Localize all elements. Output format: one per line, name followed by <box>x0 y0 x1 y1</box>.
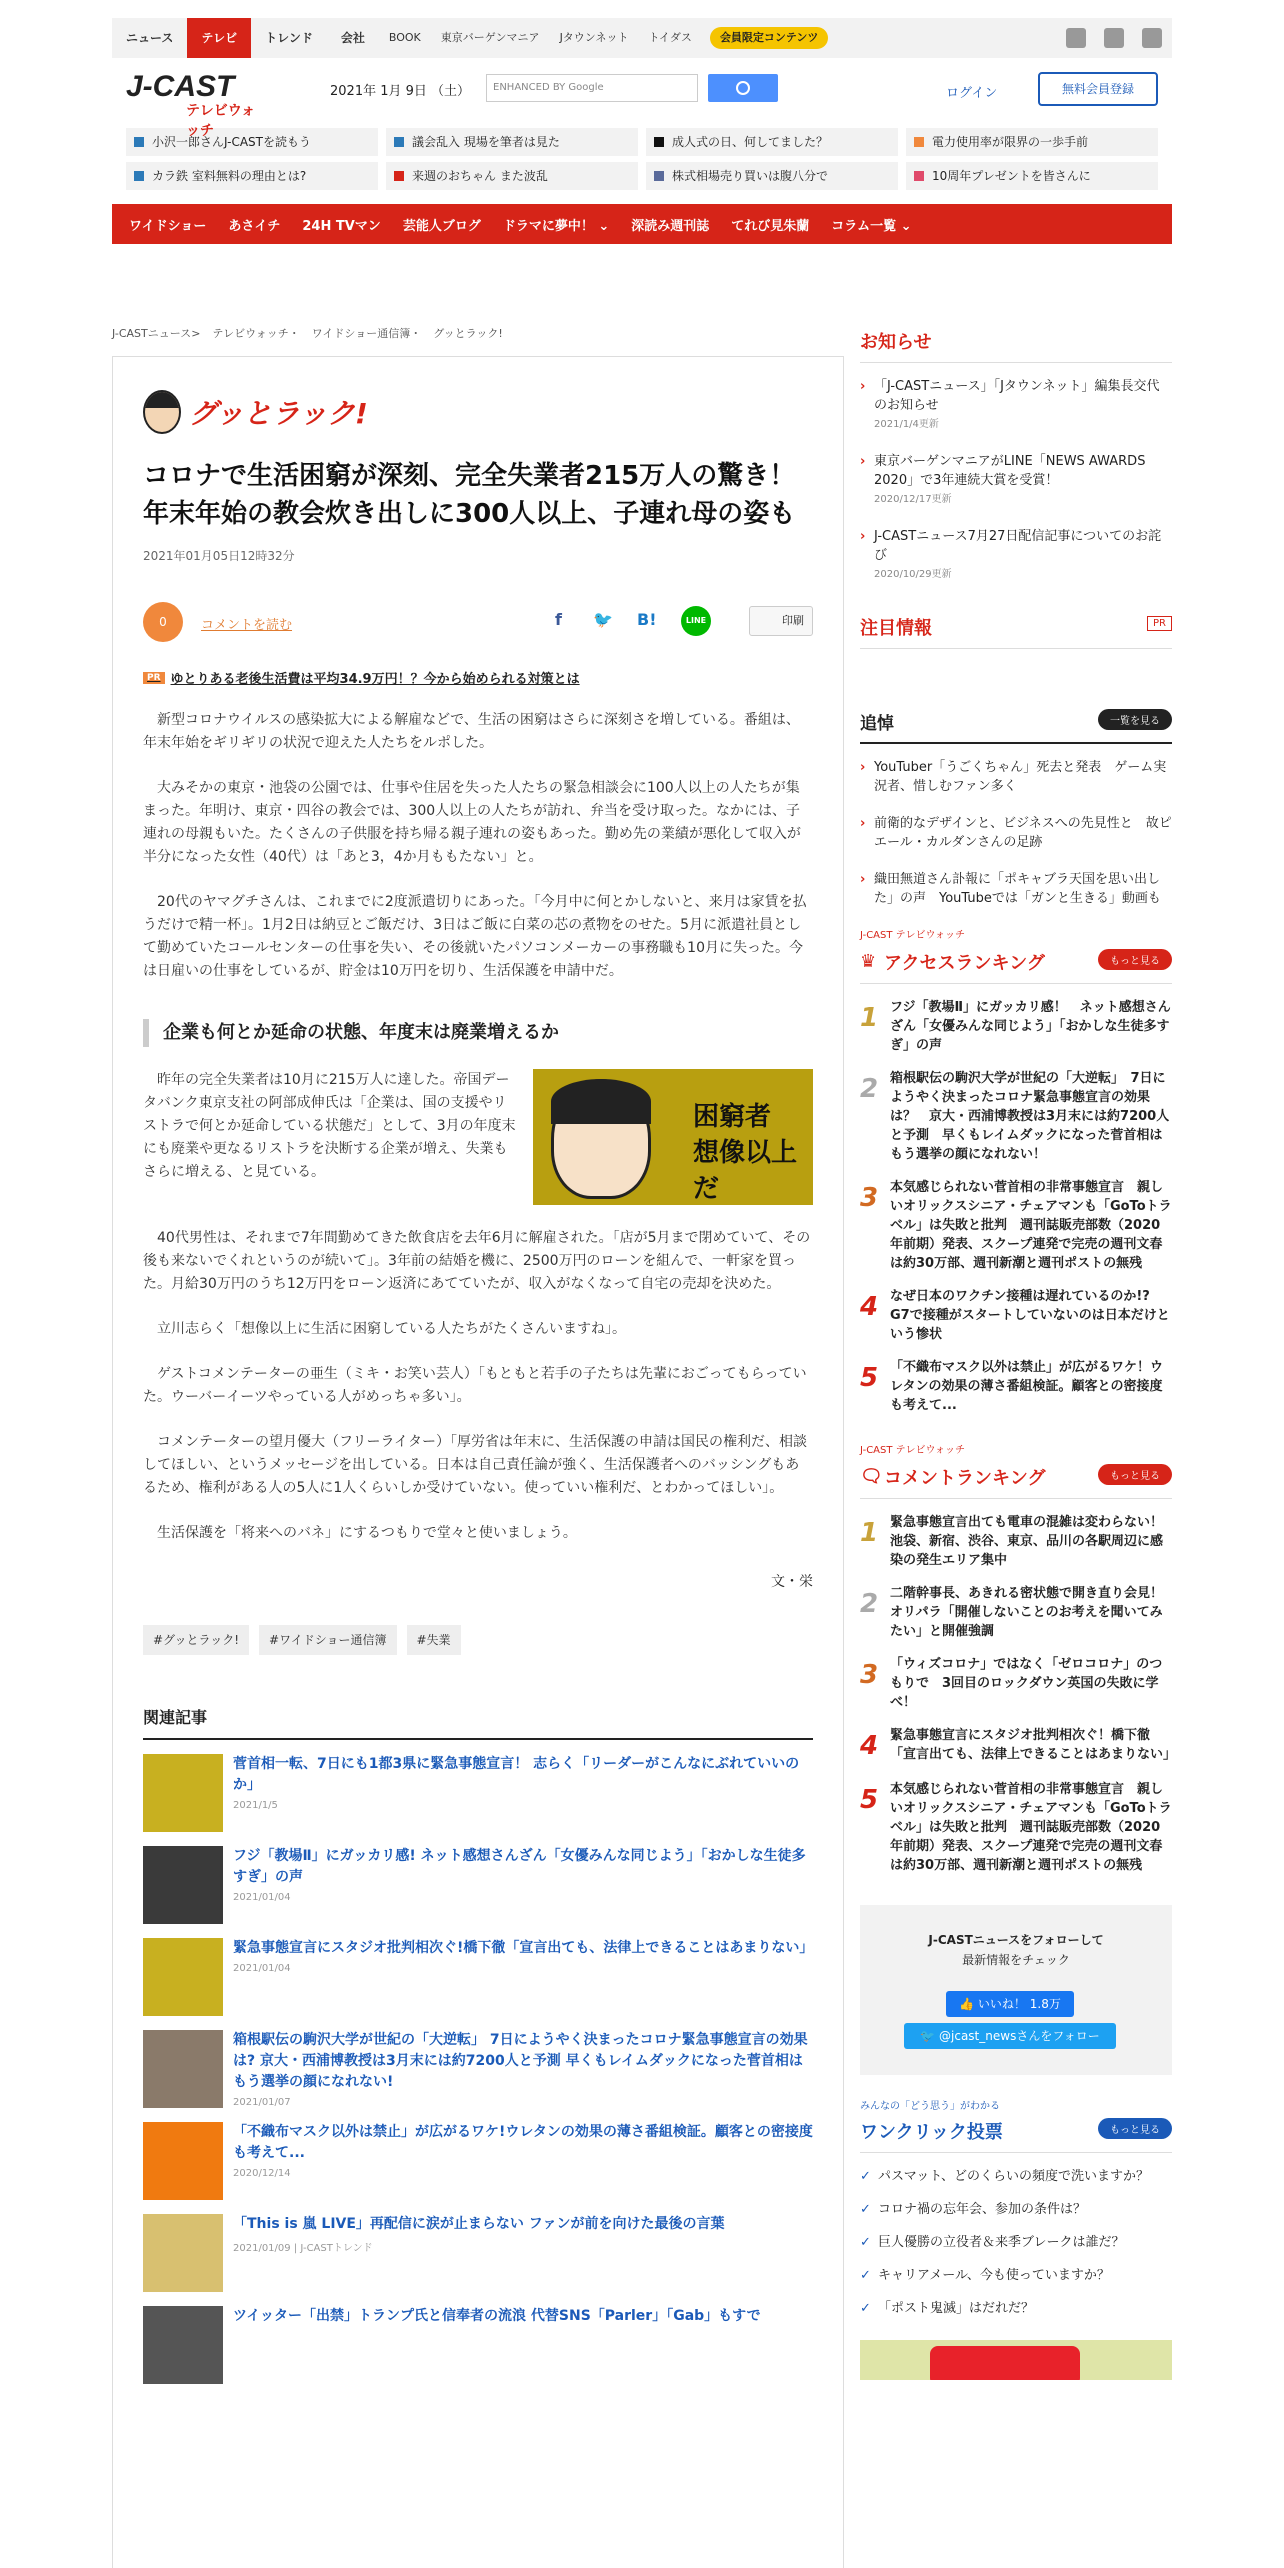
ticker-text: 成人式の日、何してました？ <box>672 135 829 149</box>
related-thumbnail[interactable] <box>143 1754 223 1832</box>
notice-item[interactable] <box>860 527 1172 584</box>
ranking-number: 4 <box>860 1731 879 1761</box>
ranking-text: 「不織布マスク以外は禁止」が広がるワケ！ウレタンの効果の薄さ番組検証。顧客との密接度も考えて... <box>890 1360 1164 1413</box>
vote-kicker: みんなの「どう思う」がわかる <box>860 2101 1000 2112</box>
ticker-bullet-icon <box>134 137 144 147</box>
sidebar <box>860 328 1177 2380</box>
ticker-item[interactable] <box>646 162 898 190</box>
social-links <box>1066 18 1162 58</box>
paragraph: 昨年の完全失業者は10月に215万人に達した。帝国データバンク東京支社の阿部成伸氏は「企業は、国の支援やリストラで何とか延命している状態だ」として、3月の年度末にも廃業や更なるリストラを決断する企業が増え、失業もさらに増える、と見ている。 <box>143 1072 516 1180</box>
nav-toidas[interactable]: トイダス <box>648 31 692 44</box>
breadcrumb-separator: > <box>191 327 201 340</box>
notice-text: › 「J-CASTニュース」「Jタウンネット」編集長交代のお知らせ <box>874 379 1160 413</box>
ranking-item[interactable] <box>860 1655 1172 1712</box>
related-text <box>233 2214 725 2292</box>
figure-block <box>143 1069 813 1205</box>
caricature-face-icon <box>551 1079 651 1199</box>
speech-bubble-icon: 🗨 <box>860 1466 883 1487</box>
ranking-number: 1 <box>860 1003 879 1033</box>
attention-heading <box>860 614 1172 649</box>
ranking-crown-icon: ♛ <box>860 951 877 972</box>
ranking-number: 2 <box>860 1589 879 1619</box>
paragraph: 新型コロナウイルスの感染拡大による解雇などで、生活の困窮はさらに深刻さを増している。番組は、年末年始をギリギリの状況で迎えた人たちをルポした。 <box>143 712 800 751</box>
ranking-item[interactable] <box>860 1287 1172 1344</box>
section-nav-item[interactable]: コラム一覧 ⌄ <box>831 218 912 234</box>
related-text <box>233 1938 813 2016</box>
related-list <box>143 1754 813 2384</box>
comment-count-badge[interactable]: 0 <box>143 602 183 642</box>
related-text <box>233 1846 813 1924</box>
ranking-item[interactable] <box>860 1726 1177 1766</box>
ticker-item[interactable] <box>906 162 1158 190</box>
member-content-button[interactable]: 会員限定コンテンツ <box>710 27 828 49</box>
breadcrumb-separator: ・ <box>288 327 300 340</box>
paragraph: コメンテーターの望月優大（フリーライター）「厚労省は年末に、生活保護の申請は国民の権利だ、相談してほしい、というメッセージを出している。日本は自己責任論が強く、生活保護者へのバッシングもあるため、権利がある人の5人に1人くらいしか受けていない。使っていい権利だ、とわかってほしい」。 <box>143 1434 808 1496</box>
notice-date: 2020/12/17更新 <box>874 494 952 505</box>
related-item[interactable] <box>143 2306 813 2384</box>
access-ranking-list <box>860 998 1172 1415</box>
ranking-text: 「ウィズコロナ」ではなく「ゼロコロナ」のつもりで 3回目のロックダウン英国の失敗に学べ！ <box>890 1657 1163 1710</box>
access-ranking-heading <box>860 949 1172 984</box>
youtube-icon[interactable] <box>1142 28 1162 48</box>
related-date: 2021/01/04 <box>233 1963 291 1974</box>
ranking-item[interactable] <box>860 1513 1177 1570</box>
article-illustration <box>533 1069 813 1205</box>
ranking-text: 本気感じられない菅首相の非常事態宣言 親しいオリックスシニア・チェアマンも「GoToトラベル」は失敗と批判 週刊誌販売部数（2020年前期）発表、スクープ連発で完売の週刊文春は約30万部、週刊新潮と週刊ポストの無残 <box>890 1782 1172 1873</box>
ticker <box>112 124 1172 194</box>
article-main <box>112 356 844 2568</box>
vote-more-button[interactable]: もっと見る <box>1098 2118 1172 2139</box>
vote-title: ワンクリック投票 <box>860 2122 1003 2143</box>
related-thumbnail[interactable] <box>143 1938 223 2016</box>
related-item[interactable] <box>143 2122 813 2200</box>
line-share-icon[interactable]: LINE <box>681 606 711 636</box>
related-date: 2021/01/04 <box>233 1892 291 1903</box>
related-date: 2021/01/09 | J-CASTトレンド <box>233 2243 373 2254</box>
notice-heading: お知らせ <box>860 328 1172 363</box>
print-button[interactable]: 印刷 <box>749 606 813 636</box>
follow-subtext: 最新情報をチェック <box>962 1953 1070 1967</box>
related-text <box>233 1754 813 1832</box>
comment-more-button[interactable]: もっと見る <box>1098 1464 1172 1485</box>
paragraph: 40代男性は、それまで7年間勤めてきた飲食店を去年6月に解雇された。「店が5月まで閉めていて、その後も来ないでくれというのが続いて」。3年前の結婚を機に、2500万円のローンを組んで、一軒家を買った。月給30万円のうち12万円をローン返済にあてていたが、収入がなくなって自宅の売却を決めた。 <box>143 1230 811 1292</box>
related-item[interactable] <box>143 2214 813 2292</box>
related-title[interactable]: 「This is 嵐 LIVE」再配信に涙が止まらない ファンが前を向けた最後の言葉 <box>233 2216 725 2232</box>
twitter-share-icon[interactable]: 🐦 <box>593 610 613 629</box>
ranking-item[interactable] <box>860 1069 1172 1164</box>
paragraph: 立川志らく「想像以上に生活に困窮している人たちがたくさんいますね」。 <box>157 1321 626 1337</box>
ranking-number: 5 <box>860 1363 879 1393</box>
ranking-item[interactable] <box>860 1178 1172 1273</box>
ranking-item[interactable] <box>860 1584 1172 1641</box>
ranking-text: 緊急事態宣言出ても電車の混雑は変わらない！ 池袋、新宿、渋谷、東京、品川の各駅周辺に感染の発生エリア集中 <box>890 1515 1177 1568</box>
related-date: 2021/01/07 <box>233 2097 291 2108</box>
attention-title: 注目情報 <box>860 618 932 639</box>
related-text <box>233 2122 813 2200</box>
obituary-heading <box>860 709 1172 744</box>
ticker-item[interactable] <box>646 128 898 156</box>
logo-main: J-CAST <box>126 70 235 103</box>
ranking-text: 二階幹事長、あきれる密状態で開き直り会見！オリパラ「開催しないことのお考えを聞いてみたい」と開催強調 <box>890 1586 1164 1639</box>
ranking-number: 3 <box>860 1660 879 1690</box>
section-nav-item[interactable]: ドラマに夢中！ ⌄ <box>502 218 610 234</box>
ticker-text: 小沢一郎さんJ-CASTを読もう <box>152 135 311 149</box>
ticker-bullet-icon <box>134 171 144 181</box>
pr-link[interactable] <box>143 668 813 687</box>
read-comments-link[interactable]: コメントを読む <box>201 618 293 633</box>
ticker-bullet-icon <box>654 171 664 181</box>
article-body <box>143 709 813 1545</box>
ranking-number: 4 <box>860 1292 879 1322</box>
ranking-text: 本気感じられない菅首相の非常事態宣言 親しいオリックスシニア・チェアマンも「GoToトラベル」は失敗と批判 週刊誌販売部数（2020年前期）発表、スクープ連発で完売の週刊文春は約30万部、週刊新潮と週刊ポストの無残 <box>890 1180 1172 1271</box>
breadcrumb-separator: ・ <box>410 327 422 340</box>
ticker-item[interactable] <box>386 128 638 156</box>
related-thumbnail[interactable] <box>143 2306 223 2384</box>
ticker-item[interactable] <box>126 162 378 190</box>
related-title[interactable]: 菅首相一転、7日にも1都3県に緊急事態宣言！ 志らく「リーダーがこんなにぶれていいのか」 <box>233 1756 800 1793</box>
breadcrumb-item[interactable]: グッとラック! <box>433 327 503 340</box>
access-ranking-title: アクセスランキング <box>884 953 1045 974</box>
notice-date: 2020/10/29更新 <box>874 569 952 580</box>
breadcrumb <box>112 325 503 341</box>
article-author: 文・栄 <box>771 1574 813 1590</box>
comment-ranking-heading <box>860 1464 1172 1499</box>
related-title[interactable]: ツイッター「出禁」トランプ氏と信奉者の流浪 代替SNS「Parler」「Gab」もすで <box>233 2308 761 2324</box>
pr-badge: PR <box>1147 616 1172 631</box>
program-mascot-icon <box>143 390 181 434</box>
follow-box <box>860 1905 1172 2075</box>
notice-list <box>860 377 1172 584</box>
facebook-like-button[interactable]: 👍 いいね！ 1.8万 <box>946 1991 1074 2017</box>
obituary-item[interactable]: › 前衛的なデザインと、ビジネスへの先見性と 故ピエール・カルダンさんの足跡 <box>860 814 1172 852</box>
ranking-number: 3 <box>860 1183 879 1213</box>
page <box>112 18 1177 2324</box>
ticker-bullet-icon <box>394 171 404 181</box>
nav-book[interactable]: BOOK <box>388 31 421 44</box>
breadcrumb-item[interactable]: ワイドショー通信簿 <box>311 327 411 340</box>
vote-list <box>860 2167 1172 2318</box>
related-text <box>233 2306 761 2384</box>
vote-item[interactable]: ✓ 巨人優勝の立役者＆来季ブレークは誰だ？ <box>860 2233 1172 2252</box>
ticker-text: カラ鉄 室料無料の理由とは? <box>152 169 307 183</box>
signup-button[interactable]: 無料会員登録 <box>1038 72 1158 106</box>
ticker-bullet-icon <box>394 137 404 147</box>
section-nav-item[interactable]: 芸能人ブログ <box>402 218 481 234</box>
comment-ranking-title: コメントランキング <box>884 1468 1046 1489</box>
notice-item[interactable] <box>860 452 1172 509</box>
related-date: 2021/1/5 <box>233 1800 278 1811</box>
paragraph: 大みそかの東京・池袋の公園では、仕事や住居を失った人たちの緊急相談会に100人以上の人たちが集まった。年明け、東京・四谷の教会では、300人以上の人たちが訪れ、弁当を受け取った。なかには、子連れの母親もいた。たくさんの子供服を持ち帰る親子連れの姿もあった。勤め先の業績が悪化して収入が半分になった女性（40代）は「あと3，4か月ももたない」と。 <box>143 780 801 865</box>
obituary-title: 追悼 <box>860 714 894 734</box>
current-date: 2021年 1月 9日 （土） <box>330 84 471 99</box>
related-thumbnail[interactable] <box>143 2214 223 2292</box>
related-date: 2020/12/14 <box>233 2168 291 2179</box>
nav-news[interactable]: ニュース <box>126 31 174 45</box>
related-title[interactable]: フジ「教場Ⅱ」にガッカリ感! ネット感想さんざん「女優みんな同じよう」「おかしな生徒多すぎ」の声 <box>233 1848 806 1885</box>
ticker-text: 株式相場売り買いは腹八分で <box>672 169 829 183</box>
related-heading: 関連記事 <box>143 1705 813 1740</box>
facebook-share-icon[interactable]: f <box>555 610 562 629</box>
ranking-item[interactable] <box>860 998 1172 1055</box>
paragraph: ゲストコメンテーターの亜生（ミキ・お笑い芸人）「もともと若手の子たちは先輩におごってもらっていた。ウーバーイーツやっている人がめっちゃ多い」。 <box>143 1366 807 1405</box>
obituary-item[interactable]: › YouTuber「うごくちゃん」死去と発表 ゲーム実況者、惜しむファン多く <box>860 758 1172 796</box>
program-name[interactable]: グッとラック! <box>189 397 368 430</box>
related-title[interactable]: 「不織布マスク以外は禁止」が広がるワケ!ウレタンの効果の薄さ番組検証。顧客との密接度も考えて... <box>233 2124 813 2161</box>
related-thumbnail[interactable] <box>143 2122 223 2200</box>
section-nav-item[interactable]: ワイドショー <box>129 218 207 234</box>
article-date: 2021年01月05日12時32分 <box>143 549 295 563</box>
hatena-share-icon[interactable]: B! <box>637 610 657 629</box>
tag-chip[interactable]: #失業 <box>407 1625 461 1655</box>
tag-chip[interactable]: #ワイドショー通信簿 <box>259 1625 396 1655</box>
breadcrumb-item[interactable]: テレビウォッチ <box>212 327 289 340</box>
ticker-text: 電力使用率が限界の一歩手前 <box>932 135 1089 149</box>
top-nav <box>112 18 1172 58</box>
ticker-text: 議会乱入 現場を筆者は見た <box>412 135 560 149</box>
illustration-caption: 困窮者 想像以上だ <box>693 1102 798 1204</box>
section-nav-item[interactable]: 深読み週刊誌 <box>631 218 710 234</box>
ticker-item[interactable] <box>386 162 638 190</box>
follow-text: J-CASTニュースをフォローして <box>928 1933 1104 1947</box>
pr-link-text: ゆとりある老後生活費は平均34.9万円！？今から始められる対策とは <box>170 672 580 687</box>
section-nav-item[interactable]: 24H TVマン <box>302 218 381 234</box>
facebook-icon[interactable] <box>1066 28 1086 48</box>
logo-sub: テレビウォッチ <box>186 103 256 139</box>
related-thumbnail[interactable] <box>143 1846 223 1924</box>
ranking-text: フジ「教場Ⅱ」にガッカリ感！ ネット感想さんざん「女優みんな同じよう」「おかしな生徒多すぎ」の声 <box>890 1000 1171 1053</box>
related-thumbnail[interactable] <box>143 2030 223 2108</box>
program-brand <box>143 387 813 437</box>
ad-banner[interactable] <box>860 2340 1172 2380</box>
ranking-item[interactable] <box>860 1358 1172 1415</box>
pr-badge: PR <box>143 672 165 684</box>
ranking-number: 1 <box>860 1518 879 1548</box>
ticker-item[interactable] <box>906 128 1158 156</box>
search-button[interactable] <box>708 74 778 102</box>
comment-kicker: J-CAST テレビウォッチ <box>860 1445 966 1456</box>
related-item[interactable] <box>143 1754 813 1832</box>
ranking-text: 緊急事態宣言にスタジオ批判相次ぐ！橋下徹「宣言出ても、法律上できることはあまりない」 <box>890 1728 1177 1762</box>
related-text <box>233 2030 813 2108</box>
obituary-more-button[interactable]: 一覧を見る <box>1098 709 1172 730</box>
section-nav-item[interactable]: てれび見朱蘭 <box>731 218 810 234</box>
share-bar <box>143 602 813 642</box>
vote-item[interactable]: ✓ コロナ禍の忘年会、参加の条件は？ <box>860 2200 1172 2219</box>
ticker-bullet-icon <box>914 171 924 181</box>
notice-date: 2021/1/4更新 <box>874 419 939 430</box>
section-nav <box>112 204 1172 244</box>
nav-tv[interactable]: テレビ <box>187 18 251 58</box>
comment-ranking-list <box>860 1513 1177 1875</box>
section-heading: 企業も何とか延命の状態、年度末は廃業増えるか <box>143 1019 813 1047</box>
article-title: コロナで生活困窮が深刻、完全失業者215万人の驚き！ 年末年始の教会炊き出しに300人以上、子連れ母の姿も <box>143 461 796 529</box>
tag-list <box>143 1625 813 1655</box>
nav-bargain[interactable]: 東京バーゲンマニア <box>440 31 540 44</box>
ticker-text: 10周年プレゼントを皆さんに <box>932 169 1091 183</box>
site-logo[interactable] <box>126 70 262 139</box>
ranking-item[interactable] <box>860 1780 1172 1875</box>
notice-text: › J-CASTニュース7月27日配信記事についてのお詫び <box>874 529 1162 563</box>
vote-heading <box>860 2118 1172 2153</box>
search-input[interactable]: ENHANCED BY Google <box>486 74 698 102</box>
access-kicker: J-CAST テレビウォッチ <box>860 930 966 941</box>
tag-chip[interactable]: #グッとラック! <box>143 1625 249 1655</box>
vote-item[interactable]: ✓ キャリアメール、今も使っていますか？ <box>860 2266 1172 2285</box>
section-nav-item[interactable]: あさイチ <box>228 218 281 234</box>
ticker-bullet-icon <box>654 137 664 147</box>
ticker-bullet-icon <box>914 137 924 147</box>
paragraph: 生活保護を「将来へのバネ」にするつもりで堂々と使いましょう。 <box>157 1525 577 1541</box>
ranking-text: なぜ日本のワクチン接種は遅れているのか!? G7で接種がスタートしていないのは日本だけという惨状 <box>890 1289 1170 1342</box>
paragraph: 20代のヤマグチさんは、これまでに2度派遣切りにあった。「今月中に何とかしないと、来月は家賃を払うだけで精一杯」。1月2日は納豆とご飯だけ、3日はご飯に白菜の芯の煮物をのせた。5月に派遣社員として勤めていたコールセンターの仕事を失い、その後就いたパソコンメーカーの事務職も10月に失った。今は日雇いの仕事をしているが、貯金は10万円を切り、生活保護を申請中だ。 <box>143 894 807 979</box>
obituary-list <box>860 758 1172 908</box>
ranking-text: 箱根駅伝の駒沢大学が世紀の「大逆転」 7日にようやく決まったコロナ緊急事態宣言の効果は？ 京大・西浦博教授は3月末には約7200人と予測 早くもレイムダックになった菅首相はもう選挙の顔になれない！ <box>890 1071 1170 1162</box>
related-item[interactable] <box>143 1846 813 1924</box>
twitter-icon[interactable] <box>1104 28 1124 48</box>
nav-jtown[interactable]: Jタウンネット <box>559 31 629 44</box>
related-title[interactable]: 緊急事態宣言にスタジオ批判相次ぐ!橋下徹「宣言出ても、法律上できることはあまりない」 <box>233 1940 814 1956</box>
ranking-number: 2 <box>860 1074 879 1104</box>
ranking-number: 5 <box>860 1785 879 1815</box>
header <box>112 58 1172 139</box>
breadcrumb-item[interactable]: J-CASTニュース <box>112 327 192 340</box>
obituary-item[interactable]: › 織田無道さん訃報に「ポキャブラ天国を思い出した」の声 YouTubeでは「ガンと生きる」動画も <box>860 870 1172 908</box>
related-title[interactable]: 箱根駅伝の駒沢大学が世紀の「大逆転」 7日にようやく決まったコロナ緊急事態宣言の効果は? 京大・西浦博教授は3月末には約7200人と予測 早くもレイムダックになった菅首相はもう選挙の顔になれない! <box>233 2032 808 2090</box>
nav-company[interactable]: 会社 <box>340 31 365 45</box>
login-link[interactable]: ログイン <box>946 86 998 101</box>
vote-item[interactable]: ✓ 「ポスト鬼滅」はだれだ？ <box>860 2299 1172 2318</box>
nav-trend[interactable]: トレンド <box>265 31 313 45</box>
related-item[interactable] <box>143 2030 813 2108</box>
ticker-text: 来週のおちゃん また波乱 <box>412 169 548 183</box>
access-more-button[interactable]: もっと見る <box>1098 949 1172 970</box>
twitter-follow-button[interactable]: 🐦 @jcast_newsさんをフォロー <box>904 2023 1116 2049</box>
vote-item[interactable]: ✓ パスマット、どのくらいの頻度で洗いますか？ <box>860 2167 1172 2186</box>
related-item[interactable] <box>143 1938 813 2016</box>
notice-text: › 東京バーゲンマニアがLINE「NEWS AWARDS 2020」で3年連続大賞を受賞！ <box>874 454 1146 488</box>
notice-item[interactable] <box>860 377 1172 434</box>
